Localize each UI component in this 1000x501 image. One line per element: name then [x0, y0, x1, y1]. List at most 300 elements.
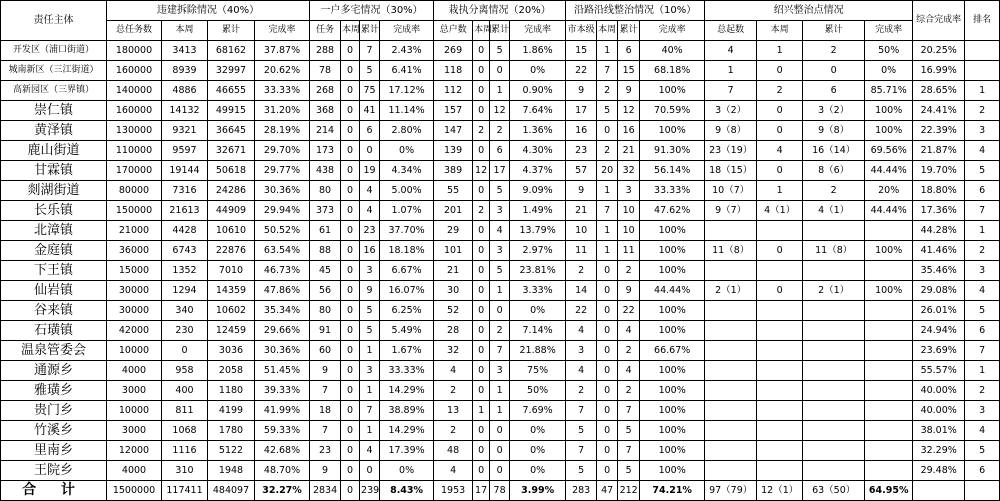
data-cell: 12459: [208, 321, 255, 341]
data-cell: 47.62%: [640, 201, 705, 221]
sub-header-cell: 完成率: [640, 21, 705, 41]
data-cell: 3: [360, 261, 380, 281]
table-row: [1, 461, 1000, 481]
data-cell: 4: [566, 361, 597, 381]
data-cell: 0: [473, 461, 490, 481]
data-cell: 23: [566, 141, 597, 161]
total-cell: 2834: [310, 481, 341, 501]
data-cell: 130000: [107, 121, 162, 141]
data-cell: 3000: [107, 381, 162, 401]
data-cell: [865, 381, 913, 401]
data-cell: 37.70%: [380, 221, 434, 241]
data-cell: 100%: [640, 381, 705, 401]
data-cell: 340: [162, 301, 208, 321]
entity-name: 金庭镇: [1, 241, 107, 261]
data-cell: 9: [566, 181, 597, 201]
rank-cell: 3: [965, 401, 1000, 421]
composite-rate-cell: 41.46%: [913, 241, 965, 261]
data-cell: 4: [360, 181, 380, 201]
data-cell: 4.37%: [510, 161, 566, 181]
data-cell: 56.14%: [640, 161, 705, 181]
data-cell: 5: [360, 61, 380, 81]
data-cell: 118: [434, 61, 473, 81]
data-cell: 0: [757, 281, 803, 301]
data-cell: 16（14）: [803, 141, 865, 161]
sub-header-cell: 总户数: [434, 21, 473, 41]
sub-header-cell: 本周: [162, 21, 208, 41]
entity-name: 北漳镇: [1, 221, 107, 241]
data-cell: [865, 361, 913, 381]
data-cell: 5.49%: [380, 321, 434, 341]
data-cell: 75: [360, 81, 380, 101]
data-cell: 23.81%: [510, 261, 566, 281]
sub-header-cell: 累计: [360, 21, 380, 41]
data-cell: 373: [310, 201, 341, 221]
data-cell: 16.07%: [380, 281, 434, 301]
data-cell: 7: [566, 401, 597, 421]
data-cell: 35.34%: [255, 301, 310, 321]
table-row: [1, 101, 1000, 121]
data-cell: 0: [473, 361, 490, 381]
data-cell: 41.99%: [255, 401, 310, 421]
data-cell: 50%: [510, 381, 566, 401]
total-cell: 12（1）: [757, 481, 803, 501]
sub-header-cell: 本周: [757, 21, 803, 41]
data-cell: 4: [360, 201, 380, 221]
data-cell: 4428: [162, 221, 208, 241]
data-cell: [803, 321, 865, 341]
total-row: [1, 481, 1000, 501]
data-cell: 9（8）: [705, 121, 757, 141]
entity-header: 责任主体: [1, 1, 107, 41]
data-cell: 2: [490, 121, 510, 141]
data-cell: 1068: [162, 421, 208, 441]
data-cell: 147: [434, 121, 473, 141]
data-cell: 49915: [208, 101, 255, 121]
data-cell: 0: [473, 421, 490, 441]
data-cell: 0%: [510, 461, 566, 481]
data-cell: [803, 401, 865, 421]
total-cell: [965, 481, 1000, 501]
data-cell: 4886: [162, 81, 208, 101]
rank-cell: 2: [965, 381, 1000, 401]
data-cell: 91: [310, 321, 341, 341]
data-cell: 7.14%: [510, 321, 566, 341]
data-cell: 6.41%: [380, 61, 434, 81]
data-cell: 0: [597, 381, 618, 401]
data-cell: 4000: [107, 361, 162, 381]
data-cell: 7: [618, 401, 640, 421]
data-cell: 50618: [208, 161, 255, 181]
data-cell: 14.29%: [380, 381, 434, 401]
data-cell: 7.64%: [510, 101, 566, 121]
data-cell: 12: [473, 161, 490, 181]
composite-rate-cell: 23.69%: [913, 341, 965, 361]
entity-name: 王院乡: [1, 461, 107, 481]
data-cell: 0: [490, 61, 510, 81]
data-cell: 9: [310, 461, 341, 481]
table-row: [1, 121, 1000, 141]
group-header-roadside: 沿路沿线整治情况（10%）: [566, 1, 705, 21]
data-cell: 180000: [107, 41, 162, 61]
data-cell: 39.33%: [255, 381, 310, 401]
data-cell: 6.67%: [380, 261, 434, 281]
data-cell: 0: [341, 241, 360, 261]
data-cell: [757, 261, 803, 281]
data-cell: 0: [757, 61, 803, 81]
data-cell: 38.89%: [380, 401, 434, 421]
total-cell: 47: [597, 481, 618, 501]
data-cell: 7: [310, 421, 341, 441]
data-cell: 0: [341, 361, 360, 381]
table-row: [1, 181, 1000, 201]
total-cell: 3.99%: [510, 481, 566, 501]
data-cell: 100%: [865, 101, 913, 121]
data-cell: 0: [360, 141, 380, 161]
data-cell: [803, 461, 865, 481]
data-cell: 2: [618, 381, 640, 401]
sub-header-cell: 完成率: [380, 21, 434, 41]
data-cell: 52: [434, 301, 473, 321]
data-cell: 2: [434, 381, 473, 401]
data-cell: 1294: [162, 281, 208, 301]
data-cell: 0: [473, 321, 490, 341]
rank-cell: 2: [965, 101, 1000, 121]
rank-cell: 2: [965, 241, 1000, 261]
data-cell: 0: [490, 301, 510, 321]
data-cell: 36645: [208, 121, 255, 141]
data-cell: 3036: [208, 341, 255, 361]
data-cell: 0: [757, 241, 803, 261]
data-cell: 110000: [107, 141, 162, 161]
data-cell: 0: [490, 441, 510, 461]
data-cell: 214: [310, 121, 341, 141]
data-cell: 2: [597, 81, 618, 101]
table-row: [1, 241, 1000, 261]
data-cell: 1: [597, 221, 618, 241]
data-cell: 31.20%: [255, 101, 310, 121]
total-cell: 64.95%: [865, 481, 913, 501]
data-cell: 7316: [162, 181, 208, 201]
rank-cell: 5: [965, 301, 1000, 321]
composite-rate-cell: 21.87%: [913, 141, 965, 161]
data-cell: 0: [341, 81, 360, 101]
data-cell: [757, 401, 803, 421]
data-cell: 24286: [208, 181, 255, 201]
data-cell: 100%: [640, 121, 705, 141]
data-cell: 45: [310, 261, 341, 281]
data-cell: 230: [162, 321, 208, 341]
data-cell: 2.43%: [380, 41, 434, 61]
data-cell: 0: [757, 121, 803, 141]
data-cell: 68162: [208, 41, 255, 61]
data-cell: 23: [360, 221, 380, 241]
data-cell: 9: [566, 81, 597, 101]
sub-header-cell: 总起数: [705, 21, 757, 41]
data-cell: 33.33%: [255, 81, 310, 101]
header-row-sub: [1, 21, 1000, 41]
composite-rate-cell: 40.00%: [913, 381, 965, 401]
data-cell: 21: [566, 201, 597, 221]
data-cell: 17.12%: [380, 81, 434, 101]
data-cell: 0: [597, 441, 618, 461]
data-cell: 100%: [640, 461, 705, 481]
data-cell: 1: [705, 61, 757, 81]
data-cell: 12000: [107, 441, 162, 461]
data-cell: 0: [341, 201, 360, 221]
data-cell: 2.80%: [380, 121, 434, 141]
data-cell: 2: [473, 201, 490, 221]
data-cell: 0: [597, 361, 618, 381]
data-cell: 1: [473, 401, 490, 421]
data-cell: 30: [434, 281, 473, 301]
data-cell: 0: [341, 181, 360, 201]
data-cell: 0: [341, 441, 360, 461]
table-row: [1, 201, 1000, 221]
composite-rate-cell: 18.80%: [913, 181, 965, 201]
composite-rate-cell: 28.65%: [913, 81, 965, 101]
data-cell: 85.71%: [865, 81, 913, 101]
data-cell: 9321: [162, 121, 208, 141]
data-cell: 41: [360, 101, 380, 121]
data-cell: 10000: [107, 401, 162, 421]
data-cell: 157: [434, 101, 473, 121]
data-cell: 6: [618, 41, 640, 61]
data-cell: 15: [618, 61, 640, 81]
data-cell: 28.19%: [255, 121, 310, 141]
header-row-groups: [1, 1, 1000, 21]
data-cell: 0: [597, 261, 618, 281]
composite-rate-cell: 55.57%: [913, 361, 965, 381]
data-cell: 0: [473, 441, 490, 461]
data-cell: 2: [618, 341, 640, 361]
data-cell: 57: [566, 161, 597, 181]
data-cell: 5: [618, 461, 640, 481]
data-cell: 0: [473, 261, 490, 281]
data-cell: 173: [310, 141, 341, 161]
table-row: [1, 61, 1000, 81]
entity-name: 温泉管委会: [1, 341, 107, 361]
entity-name: 雅璜乡: [1, 381, 107, 401]
rank-cell: 4: [965, 421, 1000, 441]
data-cell: [757, 341, 803, 361]
data-cell: 80: [310, 301, 341, 321]
data-cell: 21: [618, 141, 640, 161]
data-cell: 46.73%: [255, 261, 310, 281]
data-cell: 100%: [640, 221, 705, 241]
rank-cell: 6: [965, 461, 1000, 481]
data-cell: 18.18%: [380, 241, 434, 261]
data-cell: 9: [618, 281, 640, 301]
data-cell: 32997: [208, 61, 255, 81]
data-cell: 4.34%: [380, 161, 434, 181]
sub-header-cell: 累计: [618, 21, 640, 41]
data-cell: 5: [490, 41, 510, 61]
data-cell: 1352: [162, 261, 208, 281]
data-cell: [865, 301, 913, 321]
data-cell: 0: [757, 101, 803, 121]
data-cell: 4（1）: [757, 201, 803, 221]
entity-name: 高新园区（三界镇）: [1, 81, 107, 101]
data-cell: [757, 421, 803, 441]
data-cell: 10（7）: [705, 181, 757, 201]
data-cell: 17: [490, 161, 510, 181]
data-cell: 5: [360, 321, 380, 341]
data-cell: 9（8）: [803, 121, 865, 141]
entity-name: 鹿山街道: [1, 141, 107, 161]
data-cell: 6: [360, 121, 380, 141]
table-row: [1, 301, 1000, 321]
data-cell: 5122: [208, 441, 255, 461]
entity-name: 贵门乡: [1, 401, 107, 421]
data-cell: 17: [566, 101, 597, 121]
data-cell: 29.70%: [255, 141, 310, 161]
table-row: [1, 261, 1000, 281]
table-row: [1, 401, 1000, 421]
data-cell: [865, 461, 913, 481]
data-cell: 55: [434, 181, 473, 201]
data-cell: 1: [360, 381, 380, 401]
data-cell: 0: [341, 421, 360, 441]
data-cell: 100%: [640, 261, 705, 281]
data-cell: [705, 401, 757, 421]
data-cell: 4199: [208, 401, 255, 421]
data-cell: [865, 421, 913, 441]
rank-cell: 4: [965, 141, 1000, 161]
data-cell: 47.86%: [255, 281, 310, 301]
sub-header-cell: 本周: [341, 21, 360, 41]
group-header-demolition: 违建拆除情况（40%）: [107, 1, 310, 21]
data-cell: 8（6）: [803, 161, 865, 181]
data-cell: 170000: [107, 161, 162, 181]
total-cell: 97（79）: [705, 481, 757, 501]
entity-name: 剡湖街道: [1, 181, 107, 201]
data-cell: [705, 221, 757, 241]
data-cell: 100%: [640, 241, 705, 261]
data-cell: 13: [434, 401, 473, 421]
data-cell: 100%: [640, 421, 705, 441]
rank-cell: 3: [965, 261, 1000, 281]
total-cell: 239: [360, 481, 380, 501]
data-cell: 30000: [107, 301, 162, 321]
data-cell: 0: [341, 321, 360, 341]
data-cell: 1.49%: [510, 201, 566, 221]
data-cell: 10: [566, 221, 597, 241]
table-row: [1, 381, 1000, 401]
composite-rate-cell: 26.01%: [913, 301, 965, 321]
data-cell: 44909: [208, 201, 255, 221]
data-cell: 160000: [107, 61, 162, 81]
sub-header-cell: 市本级: [566, 21, 597, 41]
data-cell: 0: [473, 141, 490, 161]
data-cell: [705, 381, 757, 401]
data-cell: 14: [566, 281, 597, 301]
data-cell: 13.79%: [510, 221, 566, 241]
data-cell: 29.94%: [255, 201, 310, 221]
data-cell: 18（15）: [705, 161, 757, 181]
data-cell: [705, 321, 757, 341]
data-cell: 8939: [162, 61, 208, 81]
data-cell: 438: [310, 161, 341, 181]
data-cell: 0: [341, 461, 360, 481]
data-cell: 0: [473, 41, 490, 61]
data-cell: 0: [597, 121, 618, 141]
data-cell: [803, 221, 865, 241]
data-cell: 0: [473, 61, 490, 81]
data-cell: 368: [310, 101, 341, 121]
data-cell: 0: [341, 41, 360, 61]
data-cell: 0: [473, 101, 490, 121]
rank-header: 排名: [965, 1, 1000, 41]
data-cell: 0: [341, 101, 360, 121]
table-row: [1, 421, 1000, 441]
data-cell: 0: [341, 161, 360, 181]
data-cell: 7: [360, 41, 380, 61]
data-cell: 1948: [208, 461, 255, 481]
data-cell: 9: [310, 361, 341, 381]
data-cell: 160000: [107, 101, 162, 121]
data-cell: 5: [566, 421, 597, 441]
rank-cell: 4: [965, 281, 1000, 301]
data-cell: 22: [566, 61, 597, 81]
data-cell: 0: [597, 461, 618, 481]
sub-header-cell: 累计: [208, 21, 255, 41]
data-cell: [865, 341, 913, 361]
data-cell: 70.59%: [640, 101, 705, 121]
data-cell: 42.68%: [255, 441, 310, 461]
data-cell: 0: [341, 341, 360, 361]
table-row: [1, 361, 1000, 381]
total-cell: 8.43%: [380, 481, 434, 501]
data-cell: 7: [705, 81, 757, 101]
data-cell: 1.67%: [380, 341, 434, 361]
data-cell: 100%: [640, 401, 705, 421]
rank-cell: [965, 41, 1000, 61]
sub-header-cell: 本周: [597, 21, 618, 41]
data-cell: 20%: [865, 181, 913, 201]
data-cell: 7: [566, 441, 597, 461]
data-cell: 44.44%: [865, 201, 913, 221]
data-cell: 56: [310, 281, 341, 301]
data-cell: [705, 361, 757, 381]
data-cell: 66.67%: [640, 341, 705, 361]
data-cell: 21613: [162, 201, 208, 221]
data-cell: [803, 341, 865, 361]
table-row: [1, 81, 1000, 101]
data-cell: 3: [360, 361, 380, 381]
data-cell: 29: [434, 221, 473, 241]
data-cell: [865, 321, 913, 341]
data-cell: 17.39%: [380, 441, 434, 461]
data-cell: 1: [490, 381, 510, 401]
rank-cell: 6: [965, 181, 1000, 201]
total-label: 合 计: [1, 481, 107, 501]
data-cell: 0: [597, 321, 618, 341]
data-cell: 0%: [510, 441, 566, 461]
data-cell: [757, 301, 803, 321]
data-cell: 40%: [640, 41, 705, 61]
data-cell: 0: [473, 241, 490, 261]
data-cell: 21000: [107, 221, 162, 241]
data-cell: 6: [490, 141, 510, 161]
data-cell: 1: [757, 181, 803, 201]
data-cell: 0: [341, 381, 360, 401]
table-row: [1, 281, 1000, 301]
data-cell: 21.88%: [510, 341, 566, 361]
data-cell: 0: [473, 281, 490, 301]
rank-cell: 7: [965, 201, 1000, 221]
table-row: [1, 141, 1000, 161]
